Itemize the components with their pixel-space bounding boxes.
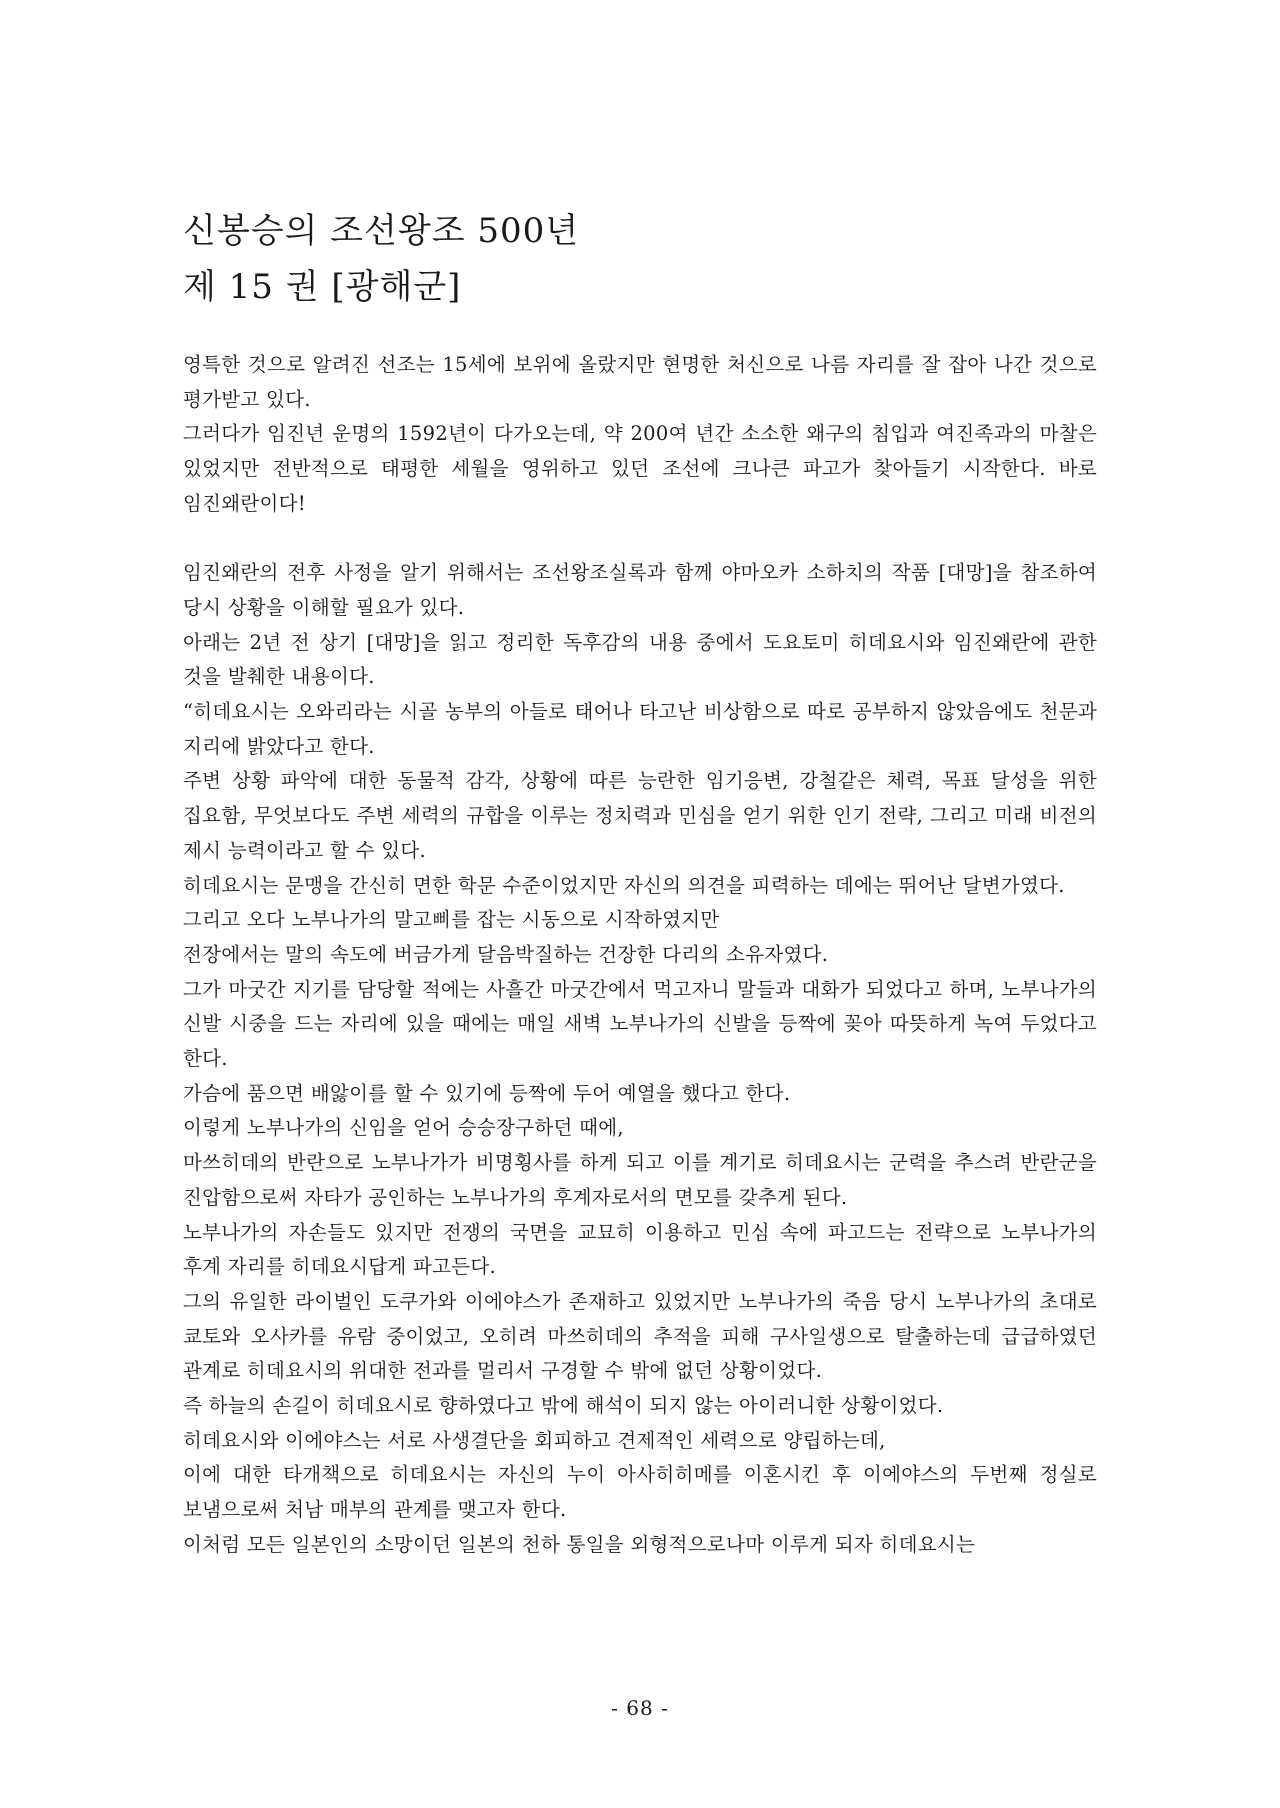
book-title: 신봉승의 조선왕조 500년: [183, 211, 580, 251]
paragraph: 그리고 오다 노부나가의 말고삐를 잡는 시동으로 시작하였지만: [183, 908, 720, 932]
paragraph: 이처럼 모든 일본인의 소망이던 일본의 천하 통일을 외형적으로나마 이루게 되자 히데요시는: [183, 1532, 976, 1556]
body-text: [183, 348, 1097, 1563]
paragraph: “히데요시는 오와리라는 시골 농부의 아들로 태어나 타고난 비상함으로 따로 공부하지 않았음에도 천문과 지리에 밝았다고 한다.: [183, 700, 1097, 758]
paragraph: 이렇게 노부나가의 신임을 얻어 승승장구하던 때에,: [183, 1116, 624, 1140]
paragraph: 노부나가의 자손들도 있지만 전쟁의 국면을 교묘히 이용하고 민심 속에 파고드는 전략으로 노부나가의 후계 자리를 히데요시답게 파고든다.: [183, 1220, 1097, 1279]
paragraph: 히데요시는 문맹을 간신히 면한 학문 수준이었지만 자신의 의견을 피력하는 데에는 뛰어난 달변가였다.: [183, 873, 1065, 897]
paragraph: 영특한 것으로 알려진 선조는 15세에 보위에 올랐지만 현명한 처신으로 나름 자리를 잘 잡아 나간 것으로 평가받고 있다.: [183, 353, 1097, 411]
page-number: - 68 -: [611, 1696, 669, 1720]
paragraph: 히데요시와 이에야스는 서로 사생결단을 회피하고 견제적인 세력으로 양립하는데,: [183, 1428, 886, 1452]
volume-title: 제 15 권 [광해군]: [183, 267, 462, 307]
paragraph: 전장에서는 말의 속도에 버금가게 달음박질하는 건장한 다리의 소유자였다.: [183, 942, 829, 966]
title-block: [183, 203, 1103, 315]
paragraph: 주변 상황 파악에 대한 동물적 감각, 상황에 따른 능란한 임기응변, 강철같은 체력, 목표 달성을 위한 집요함, 무엇보다도 주변 세력의 규합을 이루는 정치력과 민심을 얻기 위한 인기 전략, 그리고 미래 비전의 제시 능력이라고 할 수 있다.: [183, 769, 1097, 862]
paragraph: 그러다가 임진년 운명의 1592년이 다가오는데, 약 200여 년간 소소한 왜구의 침입과 여진족과의 마찰은 있었지만 전반적으로 태평한 세월을 영위하고 있던 조선에 크나큰 파고가 찾아들기 시작한다. 바로 임진왜란이다!: [183, 422, 1097, 515]
paragraph: 즉 하늘의 손길이 히데요시로 향하였다고 밖에 해석이 되지 않는 아이러니한 상황이었다.: [183, 1394, 944, 1418]
paragraph-gap: [183, 522, 1097, 557]
paragraph: 그가 마굿간 지기를 담당할 적에는 사흘간 마굿간에서 먹고자니 말들과 대화가 되었다고 하며, 노부나가의 신발 시중을 드는 자리에 있을 때에는 매일 새벽 노부나가의 신발을 등짝에 꽂아 따뜻하게 녹여 두었다고 한다.: [183, 977, 1097, 1071]
paragraph: 아래는 2년 전 상기 [대망]을 읽고 정리한 독후감의 내용 중에서 도요토미 히데요시와 임진왜란에 관한 것을 발췌한 내용이다.: [183, 630, 1097, 689]
paragraph: 가슴에 품으면 배앓이를 할 수 있기에 등짝에 두어 예열을 했다고 한다.: [183, 1081, 791, 1105]
paragraph: 마쓰히데의 반란으로 노부나가가 비명횡사를 하게 되고 이를 계기로 히데요시는 군력을 추스려 반란군을 진압함으로써 자타가 공인하는 노부나가의 후계자로서의 면모를 갖추게 된다.: [183, 1151, 1097, 1209]
paragraph: 임진왜란의 전후 사정을 알기 위해서는 조선왕조실록과 함께 야마오카 소하치의 작품 [대망]을 참조하여 당시 상황을 이해할 필요가 있다.: [183, 561, 1097, 619]
paragraph: 이에 대한 타개책으로 히데요시는 자신의 누이 아사히히메를 이혼시킨 후 이에야스의 두번째 정실로 보냄으로써 처남 매부의 관계를 맺고자 한다.: [183, 1463, 1097, 1522]
paragraph: 그의 유일한 라이벌인 도쿠가와 이에야스가 존재하고 있었지만 노부나가의 죽음 당시 노부나가의 초대로 쿄토와 오사카를 유람 중이었고, 오히려 마쓰히데의 추적을 피해 구사일생으로 탈출하는데 급급하였던 관계로 히데요시의 위대한 전과를 멀리서 구경할 수 밖에 없던 상황이었다.: [183, 1289, 1097, 1383]
